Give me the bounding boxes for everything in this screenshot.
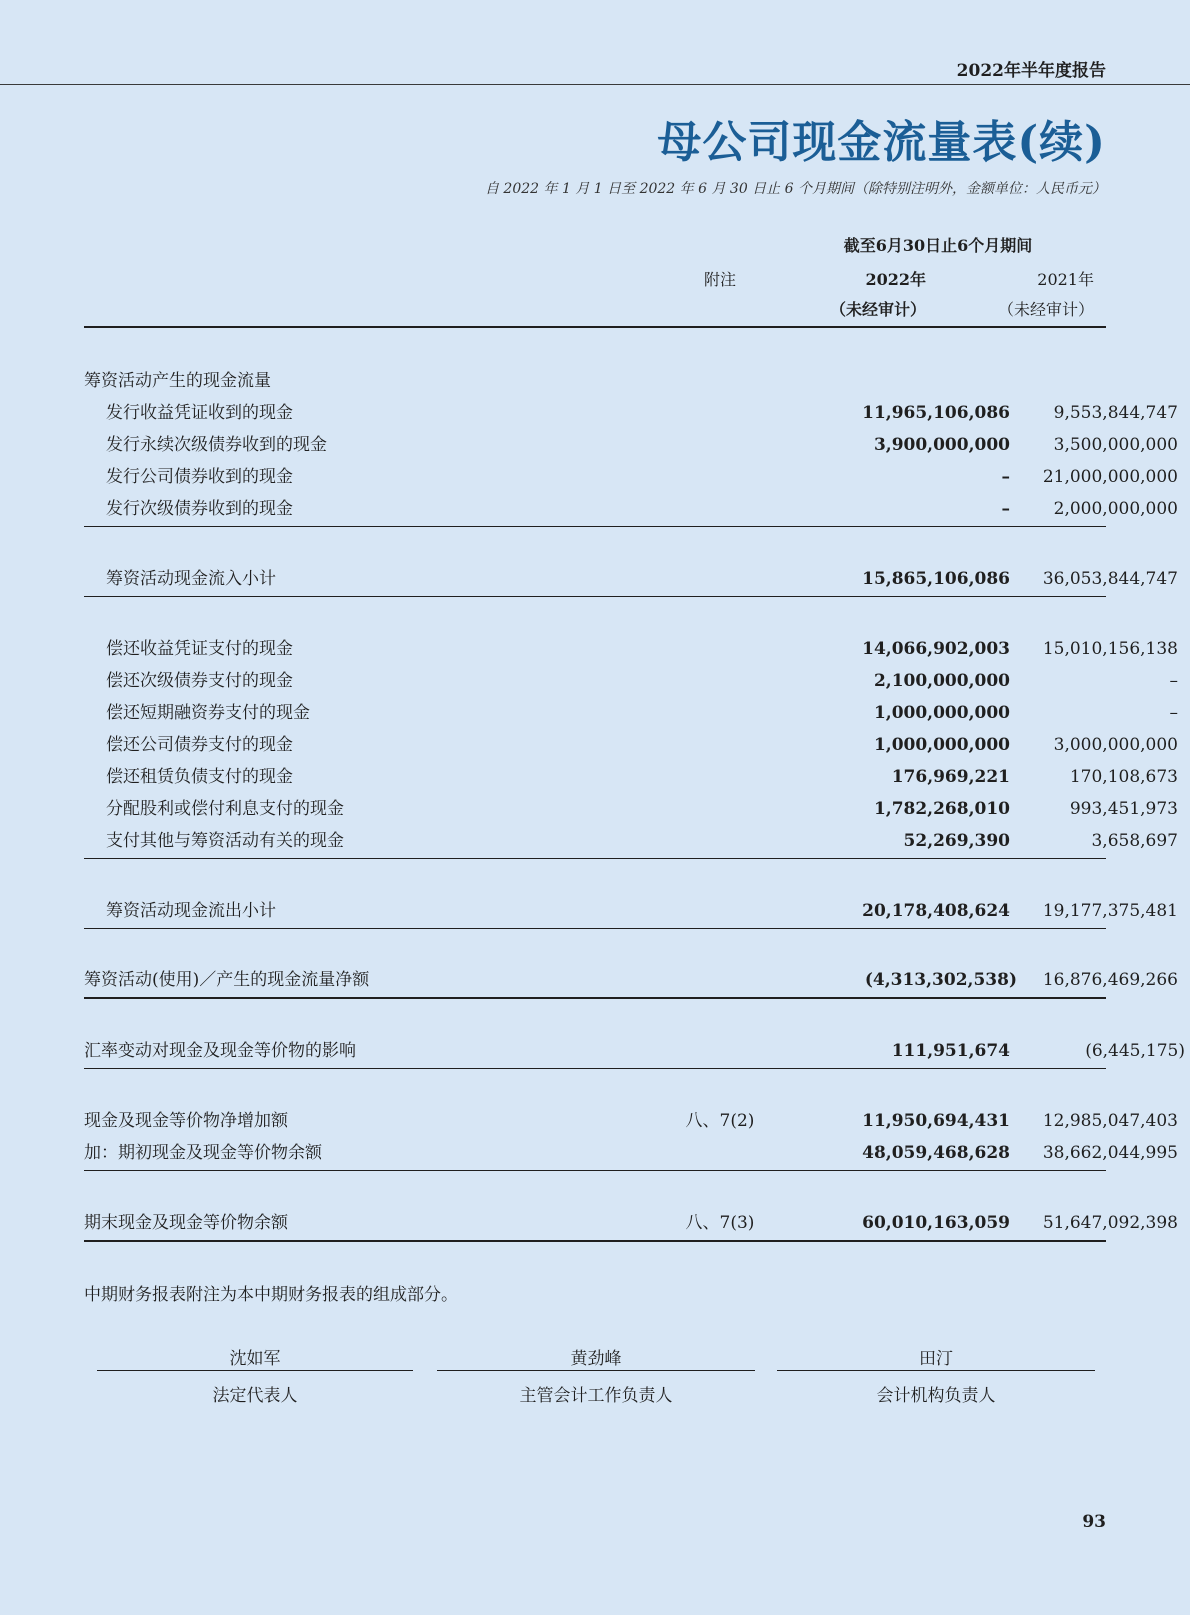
signature-line: [97, 1370, 413, 1371]
value-2021: 3,500,000,000: [1053, 435, 1178, 455]
page-title: 母公司现金流量表(续): [657, 117, 1106, 168]
table-row: [84, 401, 1178, 425]
signature-name: 沈如军: [229, 1349, 281, 1369]
table-row: [84, 968, 1178, 992]
value-2021: 9,553,844,747: [1053, 403, 1178, 423]
row-label: 发行收益凭证收到的现金: [106, 403, 293, 423]
table-row: [84, 733, 1178, 757]
row-label: 汇率变动对现金及现金等价物的影响: [84, 1041, 356, 1061]
value-2022: 48,059,468,628: [862, 1143, 1010, 1163]
table-row: [84, 1039, 1185, 1063]
table-row: [84, 797, 1178, 821]
value-2022: 20,178,408,624: [862, 901, 1010, 921]
page-subtitle: 自 2022 年 1 月 1 日至 2022 年 6 月 30 日止 6 个月期间（除特别注明外，金额单位：人民币元）: [484, 181, 1106, 197]
value-2022: 1,782,268,010: [873, 799, 1010, 819]
value-2022: 111,951,674: [891, 1041, 1010, 1061]
table-row: [84, 637, 1178, 661]
year-2022-header: 2022年: [865, 270, 926, 289]
value-2021: 21,000,000,000: [1042, 467, 1178, 487]
value-2022: 3,900,000,000: [873, 435, 1010, 455]
value-2021: 36,053,844,747: [1042, 569, 1178, 589]
signature-name: 黄劲峰: [570, 1349, 622, 1369]
row-note: 八、7(3): [685, 1213, 755, 1233]
value-2021: 3,658,697: [1091, 831, 1178, 851]
value-2021: 16,876,469,266: [1042, 970, 1178, 990]
value-2022: 60,010,163,059: [862, 1213, 1010, 1233]
table-row: [84, 1141, 1178, 1165]
row-label: 偿还次级债券支付的现金: [106, 671, 293, 691]
value-2021: 19,177,375,481: [1042, 901, 1178, 921]
value-2021: 3,000,000,000: [1053, 735, 1178, 755]
value-2022: 11,950,694,431: [862, 1111, 1010, 1131]
table-row: [84, 369, 1106, 393]
year-2022-unaudited: （未经审计）: [829, 300, 926, 319]
period-header: 截至6月30日止6个月期间: [843, 236, 1033, 255]
row-divider: [84, 1170, 1106, 1171]
row-label: 发行次级债券收到的现金: [106, 499, 293, 519]
value-2021: 170,108,673: [1069, 767, 1178, 787]
value-2021: 12,985,047,403: [1042, 1111, 1178, 1131]
row-divider: [84, 997, 1106, 999]
table-bottom-rule: [84, 1240, 1106, 1242]
table-row: [84, 465, 1178, 489]
row-label: 支付其他与筹资活动有关的现金: [106, 831, 344, 851]
row-divider: [84, 526, 1106, 527]
signature-line: [437, 1370, 755, 1371]
value-2022: 1,000,000,000: [873, 735, 1010, 755]
row-label: 期末现金及现金等价物余额: [84, 1213, 288, 1233]
row-label: 发行永续次级债券收到的现金: [106, 435, 327, 455]
table-header-rule: [84, 326, 1106, 328]
value-2022: 11,965,106,086: [862, 403, 1010, 423]
value-2021: 38,662,044,995: [1042, 1143, 1178, 1163]
row-label: 筹资活动产生的现金流量: [84, 371, 271, 391]
value-2021: 51,647,092,398: [1042, 1213, 1178, 1233]
year-2021-unaudited: （未经审计）: [997, 300, 1094, 319]
signature-line: [777, 1370, 1095, 1371]
value-2021: 2,000,000,000: [1053, 499, 1178, 519]
value-2022: –: [1001, 467, 1010, 487]
table-row: [84, 765, 1178, 789]
table-row: [84, 497, 1178, 521]
row-label: 筹资活动(使用)／产生的现金流量净额: [84, 970, 370, 990]
signature-title: 法定代表人: [212, 1386, 298, 1406]
value-2021: 15,010,156,138: [1042, 639, 1178, 659]
row-label: 加：期初现金及现金等价物余额: [84, 1143, 322, 1163]
row-label: 现金及现金等价物净增加额: [84, 1111, 288, 1131]
row-label: 筹资活动现金流出小计: [106, 901, 276, 921]
page-number: 93: [1082, 1512, 1106, 1532]
row-label: 偿还短期融资券支付的现金: [106, 703, 310, 723]
signature-name: 田汀: [919, 1349, 953, 1369]
signature-title: 会计机构负责人: [876, 1386, 996, 1406]
note-column-header: 附注: [703, 270, 736, 289]
year-2021-header: 2021年: [1037, 270, 1094, 289]
signature-title: 主管会计工作负责人: [519, 1386, 673, 1406]
row-label: 筹资活动现金流入小计: [106, 569, 276, 589]
table-row: [84, 829, 1178, 853]
value-2022: 15,865,106,086: [862, 569, 1010, 589]
row-label: 分配股利或偿付利息支付的现金: [106, 799, 344, 819]
value-2022: –: [1001, 499, 1010, 519]
report-title: 2022年半年度报告: [956, 61, 1106, 81]
value-2021: 993,451,973: [1069, 799, 1178, 819]
table-row: [84, 567, 1178, 591]
value-2021: –: [1169, 671, 1178, 691]
row-label: 偿还租赁负债支付的现金: [106, 767, 293, 787]
table-row: [84, 669, 1178, 693]
row-divider: [84, 596, 1106, 597]
table-row: [84, 433, 1178, 457]
table-row: [84, 1211, 1178, 1235]
row-divider: [84, 1068, 1106, 1069]
table-row: [84, 701, 1178, 725]
value-2022: 14,066,902,003: [862, 639, 1010, 659]
value-2022: (4,313,302,538): [864, 970, 1017, 990]
value-2022: 2,100,000,000: [873, 671, 1010, 691]
row-label: 发行公司债券收到的现金: [106, 467, 293, 487]
value-2021: –: [1169, 703, 1178, 723]
value-2021: (6,445,175): [1085, 1041, 1185, 1061]
row-divider: [84, 928, 1106, 929]
table-row: [84, 1109, 1178, 1133]
header-divider: [0, 84, 1190, 85]
row-note: 八、7(2): [685, 1111, 755, 1131]
row-label: 偿还公司债券支付的现金: [106, 735, 293, 755]
value-2022: 1,000,000,000: [873, 703, 1010, 723]
row-divider: [84, 858, 1106, 859]
table-row: [84, 899, 1178, 923]
value-2022: 52,269,390: [903, 831, 1010, 851]
row-label: 偿还收益凭证支付的现金: [106, 639, 293, 659]
footnote: 中期财务报表附注为本中期财务报表的组成部分。: [84, 1285, 458, 1305]
value-2022: 176,969,221: [891, 767, 1010, 787]
